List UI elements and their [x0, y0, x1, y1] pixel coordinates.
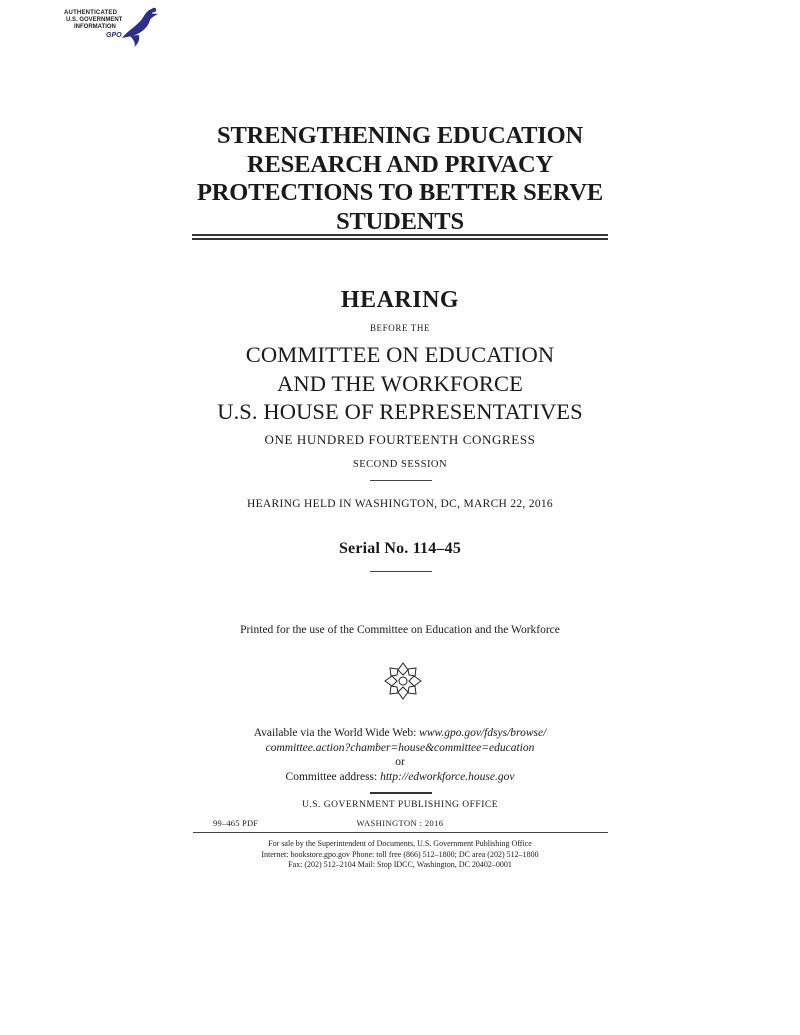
seal-text-line: GPO [106, 32, 122, 39]
serial-number: Serial No. 114–45 [338, 540, 462, 557]
gpo-browse-link[interactable]: www.gpo.gov/fdsys/browse/ [419, 727, 547, 739]
committee-line: U.S. HOUSE OF REPRESENTATIVES [217, 399, 583, 424]
printed-for-note: Printed for the use of the Committee on Education and the Workforce [240, 624, 560, 636]
web-availability-label: Available via the World Wide Web: [253, 727, 420, 739]
or-label: or [395, 756, 405, 768]
publication-place-date: WASHINGTON : 2016 [356, 818, 444, 828]
session-label: SECOND SESSION [352, 459, 448, 470]
gpo-ornament-icon [383, 661, 423, 701]
hearing-title [0, 122, 800, 236]
for-sale-line: For sale by the Superintendent of Documents, U.S. Government Publishing Office [268, 839, 532, 848]
committee-address-label: Committee address: [285, 770, 381, 783]
committee-website-link[interactable]: http://edworkforce.house.gov [380, 770, 515, 783]
footer-rule [193, 832, 608, 833]
title-line: STRENGTHENING EDUCATION [217, 122, 583, 149]
seal-text-line: INFORMATION [74, 24, 116, 30]
before-the-label: BEFORE THE [369, 323, 431, 333]
eagle-logo-icon [118, 4, 160, 48]
congress-label: ONE HUNDRED FOURTEENTH CONGRESS [264, 432, 536, 447]
title-divider-bottom [192, 238, 608, 240]
for-sale-info [0, 839, 800, 871]
gpo-authentication-seal [64, 4, 160, 48]
seal-text-line: U.S. GOVERNMENT [66, 17, 123, 23]
publishing-office-label: U.S. GOVERNMENT PUBLISHING OFFICE [301, 800, 499, 810]
session-divider [370, 480, 432, 481]
title-line: PROTECTIONS TO BETTER SERVE [196, 179, 604, 206]
title-line: RESEARCH AND PRIVACY [247, 150, 553, 178]
for-sale-line: Internet: bookstore.gpo.gov Phone: toll free (866) 512–1800; DC area (202) 512–1800 [261, 849, 539, 859]
committee-browse-link[interactable]: committee.action?chamber=house&committee=education [265, 741, 535, 754]
seal-text-line: AUTHENTICATED [64, 10, 118, 16]
for-sale-line: Fax: (202) 512–2104 Mail: Stop IDCC, Washington, DC 20402–0001 [288, 860, 512, 870]
committee-name [0, 341, 800, 427]
publisher-divider [370, 792, 432, 794]
serial-divider [370, 571, 432, 572]
hearing-date-location: HEARING HELD IN WASHINGTON, DC, MARCH 22, 2016 [247, 498, 553, 510]
hearing-label: HEARING [340, 287, 460, 313]
committee-line: AND THE WORKFORCE [277, 370, 523, 396]
title-divider-top [192, 234, 608, 236]
title-line: STUDENTS [336, 207, 464, 235]
pdf-number: 99–465 PDF [213, 818, 259, 828]
committee-line: COMMITTEE ON EDUCATION [245, 342, 555, 367]
availability-info [0, 726, 800, 784]
